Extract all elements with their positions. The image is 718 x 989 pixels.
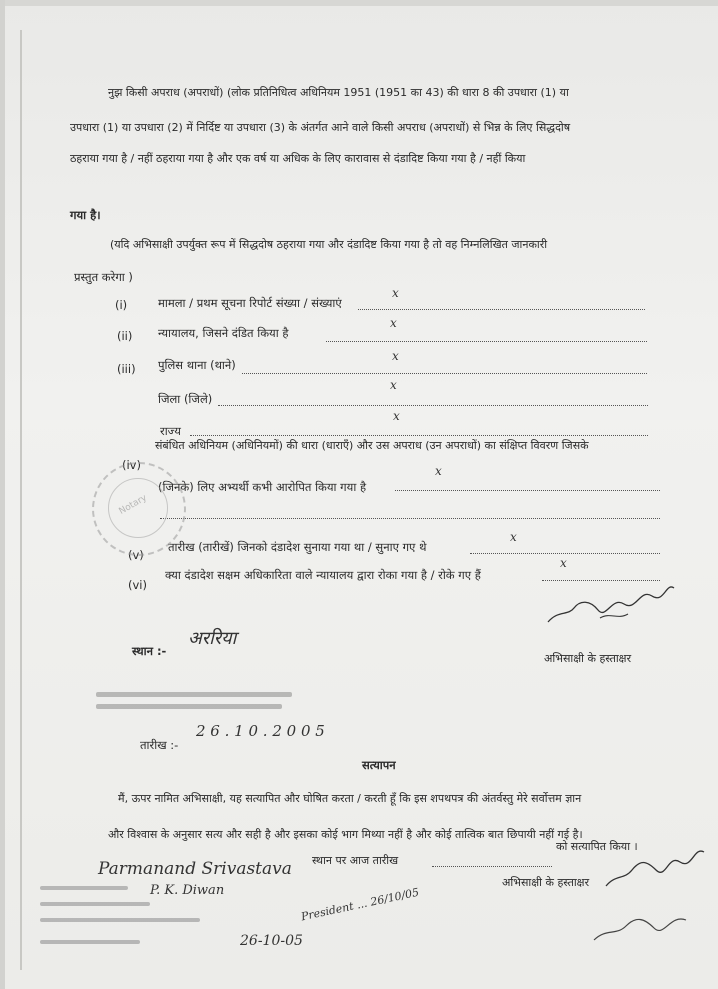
blurred-line-a: [40, 886, 128, 890]
item-1-fill-line: [358, 309, 645, 310]
instruction-line-1: (यदि अभिसाक्षी उपर्युक्त रूप में सिद्धदोष ठहराया गया और दंडादिष्ट किया गया है तो वह निम्नलिखित जानकारी: [110, 238, 548, 251]
state-fill-line: [190, 435, 648, 436]
item-5-label: तारीख (तारीखें) जिनको दंडादेश सुनाया गया था / सुनाए गए थे: [168, 540, 427, 554]
state-label: राज्य: [160, 424, 181, 438]
item-6-label: क्या दंडादेश सक्षम अधिकारिता वाले न्यायालय द्वारा रोका गया है / रोके गए हैं: [165, 568, 481, 582]
item-4-label-2: (जिनके) लिए अभ्यर्थी कभी आरोपित किया गया है: [158, 480, 367, 494]
item-2-label: न्यायालय, जिसने दंडित किया है: [158, 326, 289, 340]
intro-line-1: नुझ किसी अपराध (अपराधों) (लोक प्रतिनिधित्व अधिनियम 1951 (1951 का 43) की धारा 8 की उपधारा (1) या: [108, 86, 569, 99]
verification-line-1: मैं, ऊपर नामित अभिसाक्षी, यह सत्यापित और घोषित करता / करती हूँ कि इस शपथपत्र की अंतर्वस्तु मेरे सर्वोत्तम ज्ञान: [118, 792, 582, 805]
item-3-label: पुलिस थाना (थाने): [158, 358, 236, 372]
bottom-stamp-note: President ... 26/10/05: [299, 885, 421, 924]
intro-line-3: ठहराया गया है / नहीं ठहराया गया है और एक वर्ष या अधिक के लिए कारावास से दंडादिष्ट किया गया है / नहीं किया: [70, 152, 526, 165]
intro-line-2: उपधारा (1) या उपधारा (2) में निर्दिष्ट या उपधारा (3) के अंतर्गत आने वाले किसी अपराध (अपराधों) से भिन्न के लिए सिद्धदोष: [70, 121, 571, 134]
item-2-value: x: [390, 316, 397, 330]
blurred-stamp-line-2: [96, 704, 282, 709]
notary-round-stamp: [92, 462, 186, 556]
verification-heading: सत्यापन: [362, 758, 396, 772]
item-5-fill-line: [470, 553, 660, 554]
item-5-number: (v): [128, 548, 144, 562]
blurred-line-d: [40, 940, 140, 944]
blurred-line-c: [40, 918, 200, 922]
verification-line-3b: को सत्यापित किया ।: [556, 840, 638, 853]
item-4-value: x: [435, 464, 442, 478]
item-6-number: (vi): [128, 578, 147, 592]
state-value: x: [393, 409, 400, 423]
place-label: स्थान :-: [132, 644, 167, 658]
verification-date-fill-line: [432, 866, 552, 867]
item-3-value: x: [392, 349, 399, 363]
date-value: 2 6 . 1 0 . 2 0 0 5: [196, 722, 325, 740]
item-1-label: मामला / प्रथम सूचना रिपोर्ट संख्या / संख्याएं: [158, 296, 342, 310]
blurred-stamp-line-1: [96, 692, 292, 697]
deponent-signature-label: अभिसाक्षी के हस्ताक्षर: [544, 652, 632, 665]
blurred-line-b: [40, 902, 150, 906]
item-1-number: (i): [115, 298, 128, 312]
item-6-value: x: [560, 556, 567, 570]
item-4-number: (iv): [122, 458, 141, 472]
item-4-fill-line-2: [160, 518, 660, 519]
verification-line-3a: स्थान पर आज तारीख: [312, 854, 399, 867]
item-3-fill-line: [242, 373, 647, 374]
district-label: जिला (जिले): [158, 392, 213, 406]
item-3-number: (iii): [117, 362, 136, 376]
item-4-fill-line: [395, 490, 660, 491]
deponent-signature-top: [540, 570, 680, 640]
bottom-left-date: 26-10-05: [240, 933, 303, 949]
page-top-edge: [0, 0, 718, 6]
item-5-value: x: [510, 530, 517, 544]
district-fill-line: [218, 405, 648, 406]
district-value: x: [390, 378, 397, 392]
deponent-signature-bottom: [600, 830, 710, 900]
item-1-value: x: [392, 286, 399, 300]
verification-line-2: और विश्वास के अनुसार सत्य और सही है और इसका कोई भाग मिथ्या नहीं है और कोई तात्विक बात छिपायी नहीं गई है।: [108, 828, 583, 841]
extra-signature-bottom: [586, 896, 696, 956]
fold-line: [20, 30, 22, 970]
identified-by: P. K. Diwan: [150, 883, 225, 898]
item-4-label: संबंधित अधिनियम (अधिनियमों) की धारा (धाराएँ) और उस अपराध (उन अपराधों) का संक्षिप्त विवरण जिसके: [155, 439, 589, 452]
handwritten-name: Parmanand Srivastava: [98, 859, 292, 879]
instruction-line-2: प्रस्तुत करेगा ): [74, 270, 133, 284]
date-label: तारीख :-: [140, 738, 179, 752]
intro-line-4: गया है।: [70, 208, 101, 222]
item-2-fill-line: [326, 341, 647, 342]
place-value: अररिया: [188, 628, 237, 649]
page-left-edge: [0, 0, 5, 989]
item-2-number: (ii): [117, 329, 133, 343]
deponent-signature-label-bottom: अभिसाक्षी के हस्ताक्षर: [502, 876, 590, 889]
stamp-text: Notary: [117, 493, 149, 517]
